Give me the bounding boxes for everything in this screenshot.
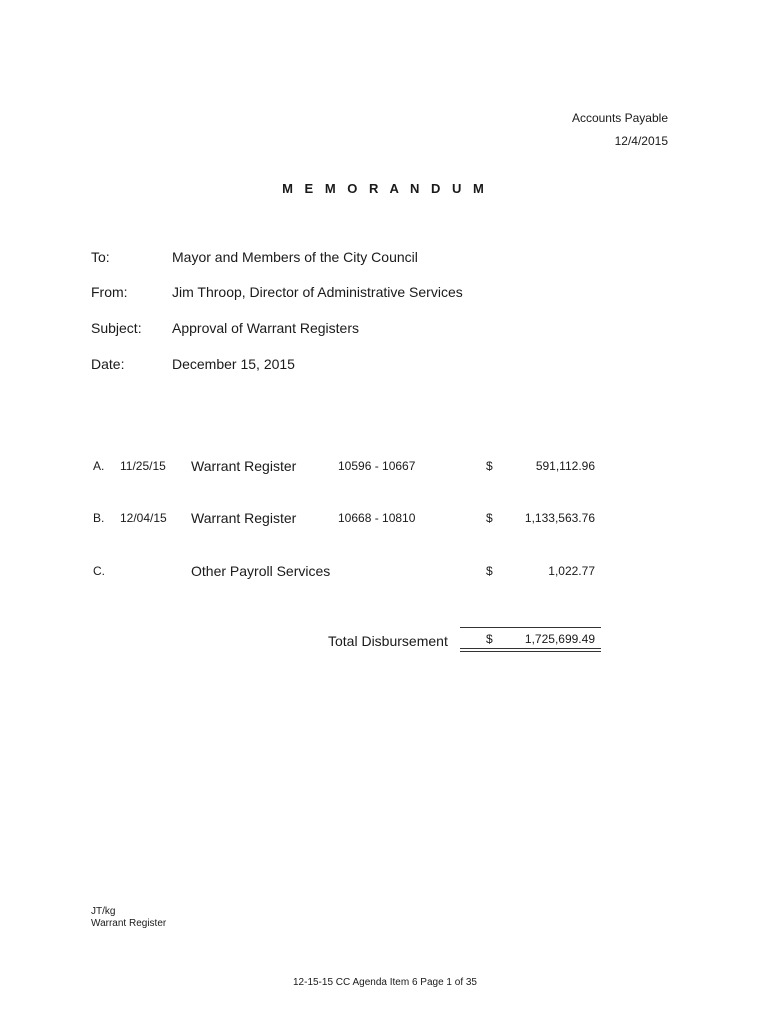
total-top-rule xyxy=(460,627,601,628)
page-footer: 12-15-15 CC Agenda Item 6 Page 1 of 35 xyxy=(292,977,477,988)
date-value: December 15, 2015 xyxy=(172,356,295,372)
item-b-date: 12/04/15 xyxy=(120,511,167,525)
header-date: 12/4/2015 xyxy=(614,134,668,148)
item-c-description: Other Payroll Services xyxy=(191,563,331,579)
item-a-description: Warrant Register xyxy=(191,458,297,474)
item-a-amount: 591,112.96 xyxy=(535,459,595,473)
from-value: Jim Throop, Director of Administrative Services xyxy=(172,284,463,300)
item-b-amount: 1,133,563.76 xyxy=(524,511,595,525)
initials-line1: JT/kg xyxy=(91,906,116,917)
item-c-letter: C. xyxy=(93,564,105,578)
item-a-currency: $ xyxy=(486,459,493,473)
item-c-currency: $ xyxy=(486,564,493,578)
item-b-range: 10668 - 10810 xyxy=(338,511,416,525)
total-currency: $ xyxy=(486,632,493,646)
subject-value: Approval of Warrant Registers xyxy=(172,320,359,336)
total-double-rule-lower xyxy=(460,651,601,652)
item-a-date: 11/25/15 xyxy=(120,459,166,473)
initials-line2: Warrant Register xyxy=(91,918,167,929)
total-amount: 1,725,699.49 xyxy=(524,632,595,646)
item-b-currency: $ xyxy=(486,511,493,525)
item-b-description: Warrant Register xyxy=(191,510,297,526)
to-label: To: xyxy=(91,249,110,265)
memo-title: M E M O R A N D U M xyxy=(282,181,488,196)
department-label: Accounts Payable xyxy=(571,111,668,125)
date-label: Date: xyxy=(91,356,125,372)
item-a-range: 10596 - 10667 xyxy=(338,459,416,473)
item-b-letter: B. xyxy=(93,511,105,525)
total-label: Total Disbursement xyxy=(328,633,448,649)
item-c-amount: 1,022.77 xyxy=(548,564,595,578)
item-a-letter: A. xyxy=(93,459,105,473)
to-value: Mayor and Members of the City Council xyxy=(172,249,418,265)
subject-label: Subject: xyxy=(91,320,142,336)
total-double-rule-upper xyxy=(460,648,601,649)
from-label: From: xyxy=(91,284,128,300)
